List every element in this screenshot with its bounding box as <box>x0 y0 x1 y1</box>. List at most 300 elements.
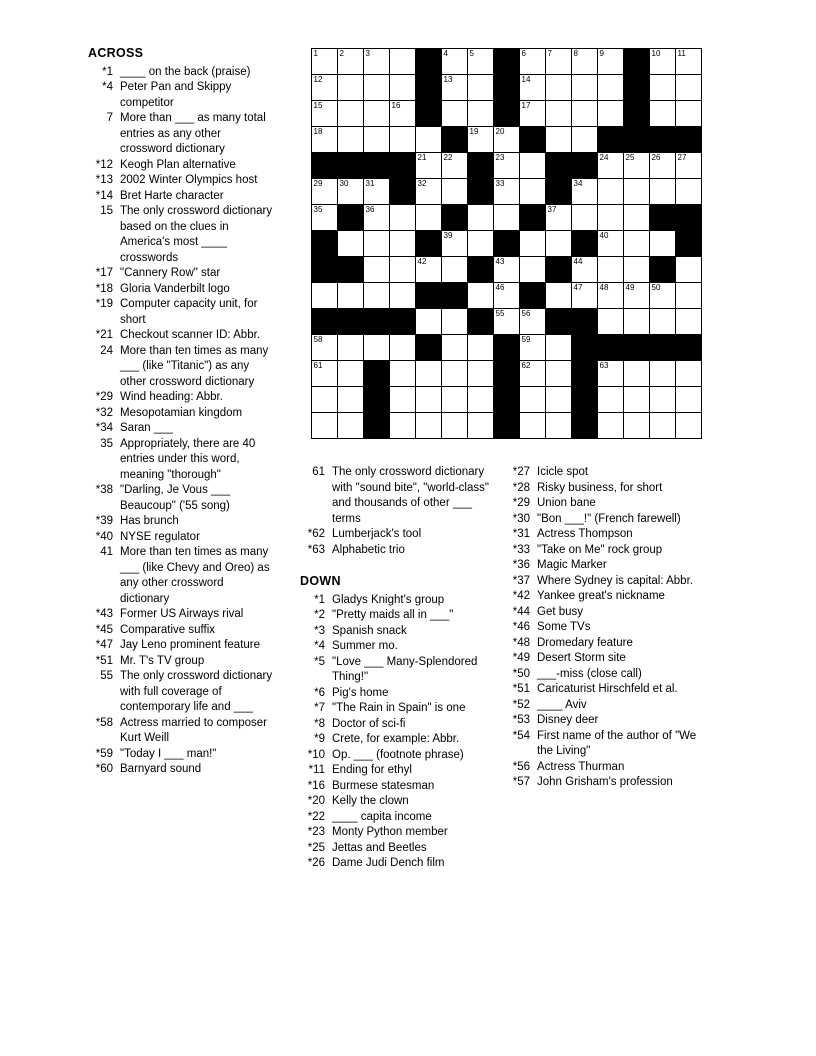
across-clue-text: Has brunch <box>120 515 179 527</box>
grid-cell[interactable] <box>546 101 572 127</box>
grid-cell[interactable] <box>546 283 572 309</box>
down-clue <box>300 732 490 748</box>
grid-cell[interactable] <box>468 361 494 387</box>
grid-cell[interactable] <box>520 49 546 75</box>
grid-cell[interactable] <box>468 205 494 231</box>
across-clue-number: *32 <box>95 406 113 419</box>
grid-cell[interactable] <box>442 75 468 101</box>
grid-cell[interactable] <box>676 153 702 179</box>
grid-cell[interactable] <box>624 231 650 257</box>
grid-cell[interactable] <box>624 153 650 179</box>
grid-cell-number: 4 <box>443 49 448 58</box>
grid-cell[interactable] <box>338 231 364 257</box>
across-clue-text: Checkout scanner ID: Abbr. <box>120 329 260 341</box>
down-clue-number: *5 <box>314 655 325 668</box>
across-clue-number: *18 <box>95 282 113 295</box>
grid-cell-block <box>520 205 546 231</box>
down-clue-text: "The Rain in Spain" is one <box>332 702 466 714</box>
grid-cell[interactable] <box>468 75 494 101</box>
down-clue-text: ____ capita income <box>332 810 432 823</box>
grid-cell[interactable] <box>650 231 676 257</box>
grid-cell[interactable] <box>520 413 546 439</box>
grid-cell[interactable] <box>598 309 624 335</box>
grid-cell[interactable] <box>598 413 624 439</box>
grid-cell-block <box>442 127 468 153</box>
grid-cell[interactable] <box>494 205 520 231</box>
grid-cell[interactable] <box>598 231 624 257</box>
grid-cell[interactable] <box>338 75 364 101</box>
grid-cell[interactable] <box>676 75 702 101</box>
grid-cell[interactable] <box>442 179 468 205</box>
grid-cell[interactable] <box>468 49 494 75</box>
grid-cell[interactable] <box>676 361 702 387</box>
grid-cell[interactable] <box>572 179 598 205</box>
across-clue <box>88 173 273 189</box>
grid-cell-block <box>468 179 494 205</box>
grid-cell-block <box>442 205 468 231</box>
grid-cell[interactable] <box>572 75 598 101</box>
down-clue-number: *42 <box>512 590 530 602</box>
grid-cell[interactable] <box>676 257 702 283</box>
across-clue-number: *17 <box>95 267 113 279</box>
across-clue <box>300 465 490 527</box>
across-clue-text: The only crossword dictionary with full coverage of contemporary life and ___ <box>120 670 273 713</box>
across-clue <box>88 545 273 607</box>
down-clue <box>300 763 490 779</box>
grid-cell[interactable] <box>650 283 676 309</box>
grid-cell[interactable] <box>312 101 338 127</box>
grid-cell[interactable] <box>520 101 546 127</box>
grid-cell[interactable] <box>390 127 416 153</box>
down-clue-number: *23 <box>307 826 325 838</box>
grid-cell[interactable] <box>364 49 390 75</box>
grid-cell[interactable] <box>416 179 442 205</box>
grid-cell[interactable] <box>624 205 650 231</box>
grid-cell[interactable] <box>650 49 676 75</box>
grid-cell[interactable] <box>520 361 546 387</box>
grid-cell[interactable] <box>494 309 520 335</box>
grid-cell[interactable] <box>416 127 442 153</box>
down-clue <box>505 713 715 729</box>
down-clue-number: *16 <box>307 779 325 792</box>
across-clue <box>88 390 273 406</box>
down-clue-text: Icicle spot <box>537 466 589 478</box>
grid-cell-block <box>364 413 390 439</box>
grid-cell[interactable] <box>650 413 676 439</box>
grid-cell[interactable] <box>442 335 468 361</box>
down-clue-text: Op. ___ (footnote phrase) <box>332 748 464 761</box>
grid-cell[interactable] <box>676 101 702 127</box>
grid-cell[interactable] <box>390 335 416 361</box>
grid-cell-number: 20 <box>495 127 505 136</box>
down-clue-text: "Take on Me" rock group <box>537 543 663 556</box>
grid-cell-block <box>572 153 598 179</box>
across-clue-number: *14 <box>95 189 113 202</box>
grid-cell-block <box>312 309 338 335</box>
grid-cell-number: 6 <box>521 49 526 58</box>
down-clue-number: *8 <box>314 717 325 730</box>
across-clue-text: Actress married to composer Kurt Weill <box>120 716 267 744</box>
grid-cell[interactable] <box>572 283 598 309</box>
down-clue <box>300 779 490 795</box>
grid-cell-block <box>338 205 364 231</box>
grid-cell[interactable] <box>390 413 416 439</box>
grid-cell[interactable] <box>338 361 364 387</box>
down-clue-number: *28 <box>512 481 530 494</box>
grid-cell-block <box>676 205 702 231</box>
grid-cell-block <box>572 335 598 361</box>
grid-cell[interactable] <box>390 231 416 257</box>
grid-cell[interactable] <box>546 335 572 361</box>
grid-cell[interactable] <box>624 179 650 205</box>
grid-cell[interactable] <box>338 335 364 361</box>
grid-cell[interactable] <box>468 283 494 309</box>
down-clue-number: *50 <box>512 667 530 680</box>
down-clue-number: *36 <box>512 559 530 571</box>
down-clue <box>505 729 715 760</box>
grid-cell[interactable] <box>442 413 468 439</box>
grid-cell[interactable] <box>442 361 468 387</box>
grid-cell[interactable] <box>572 127 598 153</box>
across-clue-text: "Darling, Je Vous ___ Beaucoup" ('55 song) <box>120 484 231 512</box>
grid-cell[interactable] <box>624 257 650 283</box>
grid-cell[interactable] <box>468 335 494 361</box>
grid-cell[interactable] <box>572 49 598 75</box>
grid-cell[interactable] <box>624 309 650 335</box>
grid-cell[interactable] <box>676 309 702 335</box>
down-clue <box>505 465 715 481</box>
grid-cell[interactable] <box>468 413 494 439</box>
grid-cell[interactable] <box>364 101 390 127</box>
grid-cell[interactable] <box>364 127 390 153</box>
grid-cell[interactable] <box>364 75 390 101</box>
down-heading: DOWN <box>300 574 341 588</box>
grid-cell[interactable] <box>546 205 572 231</box>
down-clue <box>505 589 715 605</box>
grid-cell-block <box>624 335 650 361</box>
grid-cell[interactable] <box>598 75 624 101</box>
grid-cell[interactable] <box>650 179 676 205</box>
grid-cell[interactable] <box>416 205 442 231</box>
down-clue <box>300 639 490 655</box>
grid-cell[interactable] <box>520 179 546 205</box>
down-clue <box>505 698 715 714</box>
grid-cell[interactable] <box>598 283 624 309</box>
down-clue-number: *29 <box>512 497 530 509</box>
grid-cell[interactable] <box>598 387 624 413</box>
grid-cell-number: 39 <box>443 231 453 240</box>
grid-cell-number: 17 <box>521 101 531 110</box>
down-clue-number: *56 <box>512 760 530 773</box>
across-continued-list <box>300 465 490 558</box>
grid-cell[interactable] <box>546 127 572 153</box>
grid-cell[interactable] <box>598 101 624 127</box>
grid-cell[interactable] <box>312 283 338 309</box>
grid-cell[interactable] <box>624 413 650 439</box>
grid-cell-number: 31 <box>365 179 375 188</box>
across-clue-text: More than ___ as many total entries as any other crossword dictionary <box>120 112 266 155</box>
grid-cell[interactable] <box>598 179 624 205</box>
grid-cell[interactable] <box>572 101 598 127</box>
grid-cell[interactable] <box>546 387 572 413</box>
down-clue <box>505 558 715 574</box>
grid-cell[interactable] <box>338 283 364 309</box>
grid-cell[interactable] <box>546 361 572 387</box>
grid-cell[interactable] <box>364 335 390 361</box>
across-clue-number: 15 <box>100 205 113 217</box>
grid-cell-number: 37 <box>547 205 557 214</box>
grid-cell[interactable] <box>598 153 624 179</box>
grid-cell[interactable] <box>442 387 468 413</box>
grid-cell-number: 9 <box>599 49 604 58</box>
across-clue <box>88 158 273 174</box>
grid-cell[interactable] <box>572 257 598 283</box>
crossword-grid[interactable] <box>311 48 702 439</box>
grid-cell[interactable] <box>624 283 650 309</box>
grid-cell[interactable] <box>624 361 650 387</box>
grid-cell[interactable] <box>650 309 676 335</box>
grid-cell[interactable] <box>338 387 364 413</box>
grid-cell-block <box>338 153 364 179</box>
down-clue-number: *3 <box>314 624 325 637</box>
grid-cell[interactable] <box>416 413 442 439</box>
down-clue-number: *44 <box>512 605 530 618</box>
grid-cell[interactable] <box>442 257 468 283</box>
grid-cell-block <box>572 413 598 439</box>
grid-cell[interactable] <box>468 101 494 127</box>
grid-cell-number: 56 <box>521 309 531 318</box>
grid-cell-number: 34 <box>573 179 583 188</box>
grid-cell[interactable] <box>416 257 442 283</box>
grid-cell[interactable] <box>624 387 650 413</box>
grid-cell[interactable] <box>520 231 546 257</box>
grid-cell[interactable] <box>416 153 442 179</box>
grid-cell-block <box>572 309 598 335</box>
grid-cell[interactable] <box>390 75 416 101</box>
across-clue-text: Peter Pan and Skippy competitor <box>120 81 232 109</box>
across-clue <box>88 654 273 670</box>
grid-cell-block <box>546 309 572 335</box>
across-clue-text: Gloria Vanderbilt logo <box>120 282 230 295</box>
across-clue <box>88 344 273 391</box>
grid-cell[interactable] <box>416 361 442 387</box>
grid-cell-number: 13 <box>443 75 453 84</box>
grid-cell[interactable] <box>338 179 364 205</box>
across-clue-text: The only crossword dictionary with "sound bite", "world-class" and thousands of other ___ terms <box>332 466 489 525</box>
across-clue <box>88 282 273 298</box>
grid-cell[interactable] <box>650 75 676 101</box>
grid-cell-number: 50 <box>651 283 661 292</box>
grid-cell-number: 15 <box>313 101 323 110</box>
grid-cell-number: 62 <box>521 361 531 370</box>
grid-cell[interactable] <box>546 231 572 257</box>
down-clue-text: Kelly the clown <box>332 795 409 807</box>
grid-cell[interactable] <box>442 231 468 257</box>
grid-cell[interactable] <box>520 75 546 101</box>
grid-cell[interactable] <box>598 205 624 231</box>
down-clue-text: Dromedary feature <box>537 636 633 649</box>
across-clue-text: ____ on the back (praise) <box>120 65 251 78</box>
grid-cell[interactable] <box>338 127 364 153</box>
grid-cell-number: 40 <box>599 231 609 240</box>
grid-cell[interactable] <box>390 49 416 75</box>
grid-cell[interactable] <box>312 335 338 361</box>
grid-cell-number: 5 <box>469 49 474 58</box>
grid-cell[interactable] <box>364 179 390 205</box>
grid-cell[interactable] <box>598 49 624 75</box>
grid-cell[interactable] <box>390 205 416 231</box>
across-clue <box>88 623 273 639</box>
grid-cell[interactable] <box>468 127 494 153</box>
grid-cell[interactable] <box>546 75 572 101</box>
grid-cell[interactable] <box>312 75 338 101</box>
across-clue-text: Mesopotamian kingdom <box>120 406 243 419</box>
grid-cell[interactable] <box>494 257 520 283</box>
grid-cell[interactable] <box>312 205 338 231</box>
down-clue-text: Jettas and Beetles <box>332 841 427 854</box>
grid-cell[interactable] <box>416 309 442 335</box>
grid-cell[interactable] <box>312 387 338 413</box>
grid-cell[interactable] <box>312 361 338 387</box>
down-clue-text: Doctor of sci-fi <box>332 717 406 730</box>
grid-cell[interactable] <box>390 387 416 413</box>
across-clue-number: *38 <box>95 484 113 496</box>
grid-cell[interactable] <box>390 361 416 387</box>
down-clue <box>505 651 715 667</box>
grid-cell[interactable] <box>520 257 546 283</box>
across-clue-list <box>88 65 273 778</box>
grid-cell-block <box>520 127 546 153</box>
down-clue-text: Pig's home <box>332 686 389 699</box>
grid-cell[interactable] <box>520 309 546 335</box>
grid-cell-number: 47 <box>573 283 583 292</box>
grid-cell-block <box>364 309 390 335</box>
grid-cell[interactable] <box>520 335 546 361</box>
grid-cell[interactable] <box>390 257 416 283</box>
grid-cell-block <box>650 127 676 153</box>
grid-cell-block <box>572 387 598 413</box>
grid-cell[interactable] <box>390 283 416 309</box>
grid-cell[interactable] <box>468 231 494 257</box>
grid-cell-block <box>468 153 494 179</box>
grid-cell-number: 10 <box>651 49 661 58</box>
down-clue-number: *51 <box>512 683 530 695</box>
grid-cell[interactable] <box>598 361 624 387</box>
down-clue-number: *53 <box>512 714 530 726</box>
grid-cell[interactable] <box>650 153 676 179</box>
grid-cell[interactable] <box>676 387 702 413</box>
across-clue-text: Mr. T's TV group <box>120 654 205 667</box>
down-clue-text: "Pretty maids all in ___" <box>332 609 454 621</box>
grid-cell-number: 63 <box>599 361 609 370</box>
grid-cell[interactable] <box>676 413 702 439</box>
grid-cell[interactable] <box>520 153 546 179</box>
down-clue-list <box>300 593 490 872</box>
grid-cell[interactable] <box>442 153 468 179</box>
across-clue-text: The only crossword dictionary based on the clues in America's most ____ crosswords <box>120 205 273 264</box>
down-clue-number: *49 <box>512 652 530 664</box>
down-clue-text: Risky business, for short <box>537 481 663 494</box>
across-clue-number: *29 <box>95 391 113 403</box>
grid-cell[interactable] <box>442 309 468 335</box>
grid-cell[interactable] <box>494 283 520 309</box>
grid-cell[interactable] <box>442 49 468 75</box>
grid-cell[interactable] <box>312 127 338 153</box>
grid-cell[interactable] <box>650 387 676 413</box>
across-clue-text: More than ten times as many ___ (like Chevy and Oreo) as any other crossword dictionary <box>120 546 270 605</box>
grid-cell-number: 12 <box>313 75 323 84</box>
grid-cell[interactable] <box>468 387 494 413</box>
grid-cell-number: 7 <box>547 49 552 58</box>
down-clue <box>505 760 715 776</box>
grid-cell-block <box>546 257 572 283</box>
across-clue <box>300 543 490 559</box>
across-clue-number: *1 <box>102 65 113 78</box>
grid-cell[interactable] <box>494 153 520 179</box>
grid-cell[interactable] <box>364 231 390 257</box>
across-clue <box>88 204 273 266</box>
grid-cell[interactable] <box>312 413 338 439</box>
grid-cell[interactable] <box>676 179 702 205</box>
grid-cell[interactable] <box>494 127 520 153</box>
down-clue-text: Disney deer <box>537 714 599 726</box>
grid-cell[interactable] <box>416 387 442 413</box>
grid-cell[interactable] <box>650 101 676 127</box>
grid-cell-number: 59 <box>521 335 531 344</box>
down-clue <box>505 512 715 528</box>
down-continued-column <box>505 465 715 791</box>
grid-cell[interactable] <box>546 413 572 439</box>
grid-cell[interactable] <box>442 101 468 127</box>
grid-cell[interactable] <box>650 361 676 387</box>
grid-cell[interactable] <box>364 257 390 283</box>
grid-cell-number: 42 <box>417 257 427 266</box>
grid-cell[interactable] <box>364 283 390 309</box>
grid-cell[interactable] <box>338 101 364 127</box>
across-clue-number: *4 <box>102 81 113 93</box>
down-clue-text: ____ Aviv <box>537 698 587 711</box>
grid-cell-block <box>416 231 442 257</box>
grid-cell[interactable] <box>676 49 702 75</box>
grid-cell-block <box>572 361 598 387</box>
down-clue-text: First name of the author of "We the Living" <box>537 729 697 757</box>
grid-cell[interactable] <box>494 179 520 205</box>
across-clue <box>88 514 273 530</box>
across-clue-number: 41 <box>100 546 113 558</box>
grid-cell[interactable] <box>312 179 338 205</box>
grid-cell-block <box>364 153 390 179</box>
grid-cell-block <box>650 205 676 231</box>
across-clue <box>88 530 273 546</box>
grid-cell[interactable] <box>520 387 546 413</box>
across-clue-number: 24 <box>100 344 113 357</box>
across-clue-number: *43 <box>95 608 113 620</box>
grid-cell[interactable] <box>338 413 364 439</box>
grid-cell[interactable] <box>546 49 572 75</box>
across-clue-text: Jay Leno prominent feature <box>120 639 261 651</box>
grid-cell-number: 35 <box>313 205 323 214</box>
grid-cell[interactable] <box>598 257 624 283</box>
grid-cell[interactable] <box>312 49 338 75</box>
grid-cell[interactable] <box>676 283 702 309</box>
grid-cell[interactable] <box>338 49 364 75</box>
grid-cell-number: 3 <box>365 49 370 58</box>
grid-cell-block <box>494 335 520 361</box>
grid-cell[interactable] <box>390 101 416 127</box>
grid-cell[interactable] <box>364 205 390 231</box>
grid-cell[interactable] <box>572 205 598 231</box>
down-clue-text: "Bon ___!" (French farewell) <box>537 512 681 525</box>
